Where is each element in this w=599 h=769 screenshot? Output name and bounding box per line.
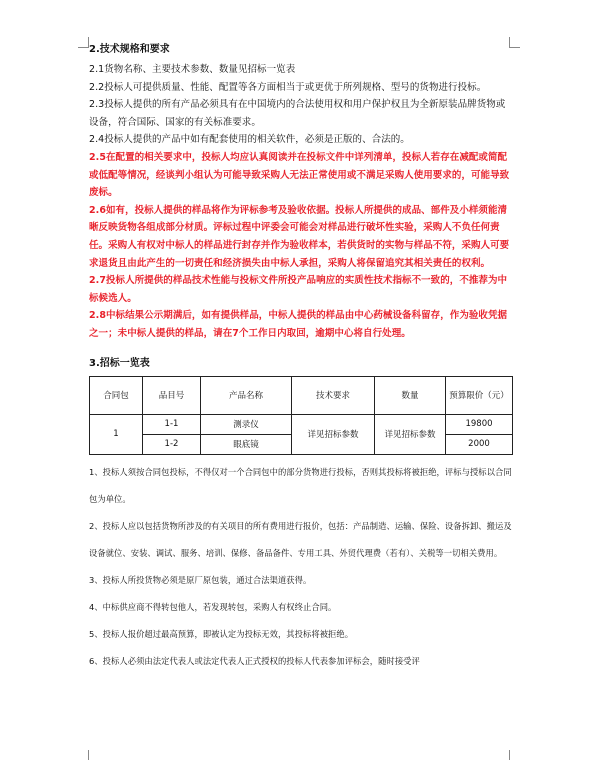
cell-item-no: 1-2 (143, 434, 201, 454)
note-5: 5、投标人报价超过最高预算，即被认定为投标无效，其投标将被拒绝。 (89, 628, 354, 639)
note-4: 4、中标供应商不得转包他人，若发现转包，采购人有权终止合同。 (89, 601, 337, 612)
table-row (90, 414, 513, 434)
clause-2-7: 2.7投标人所提供的样品技术性能与投标文件所投产品响应的实质性技术指标不一致的，不推荐为中标候选人。 (89, 275, 508, 304)
clause-2-6: 2.6如有，投标人提供的样品将作为评标参考及验收依据。投标人所提供的成品、部件及小样须能清晰反映货物各组成部分材质。评标过程中评委会可能会对样品进行破坏性实验，采购人不负任何责任。采购人有权对中标人的样品进行封存并作为验收样本，若供货时的实物与样品不符，采购人可要求退货且由此产生的一切责任和经济损失由中标人承担，采购人将保留追究其相关责任的权利。 (89, 204, 510, 269)
header-product-name: 产品名称 (201, 376, 292, 414)
bid-summary-table (89, 376, 513, 455)
cell-tech-req: 详见招标参数 (292, 414, 375, 454)
note-6: 6、投标人必须由法定代表人或法定代表人正式授权的投标人代表参加评标会，随时接受评 (89, 655, 420, 666)
header-item-no: 品目号 (143, 376, 201, 414)
section-3-title: 3.招标一览表 (89, 357, 150, 369)
table-header-row (90, 376, 513, 414)
clause-2-1: 2.1货物名称、主要技术参数、数量见招标一览表 (89, 64, 296, 75)
header-quantity: 数量 (375, 376, 446, 414)
crop-mark-bottom-left (78, 750, 89, 760)
bid-notes (89, 459, 513, 675)
header-package: 合同包 (90, 376, 143, 414)
cell-package: 1 (90, 414, 143, 454)
clause-2-2: 2.2投标人可提供质量、性能、配置等各方面相当于或更优于所列规格、型号的货物进行投标。 (89, 81, 487, 93)
note-2: 2、投标人应以包括货物所涉及的有关项目的所有费用进行报价，包括：产品制造、运输、保险、设备拆卸、搬运及设备就位、安装、调试、服务、培训、保修、备品备件、专用工具、外贸代理费（若有）、关税等一切相关费用。 (89, 520, 512, 558)
clause-2-3: 2.3投标人提供的所有产品必须具有在中国境内的合法使用权和用户保护权且为全新原装品牌货物或设备，符合国际、国家的有关标准要求。 (89, 99, 506, 128)
cell-product-name: 测录仪 (201, 414, 292, 434)
section-2-title: 2.技术规格和要求 (89, 44, 170, 55)
clause-2-5: 2.5在配置的相关要求中，投标人均应认真阅读并在投标文件中详列清单，投标人若存在减配或简配或低配等情况，经谈判小组认为可能导致采购人无法正常使用或不满足采购人使用要求的，可能导致废标。 (89, 151, 510, 199)
document-body (89, 43, 513, 675)
note-3: 3、投标人所投货物必须是原厂原包装，通过合法渠道获得。 (89, 574, 312, 585)
cell-quantity: 详见招标参数 (375, 414, 446, 454)
header-tech-req: 技术要求 (292, 376, 375, 414)
section-2-lines (89, 61, 513, 343)
cell-budget: 2000 (446, 434, 513, 454)
header-budget: 预算限价（元） (446, 376, 513, 414)
cell-budget: 19800 (446, 414, 513, 434)
cell-product-name: 眼底镜 (201, 434, 292, 454)
clause-2-8: 2.8中标结果公示期满后，如有提供样品，中标人提供的样品由中心药械设备科留存，作为验收凭据之一；未中标人提供的样品，请在7个工作日内取回，逾期中心将自行处理。 (89, 310, 508, 339)
crop-mark-top-left (78, 37, 89, 48)
note-1: 1、投标人须按合同包投标，不得仅对一个合同包中的部分货物进行投标，否则其投标将被拒绝，评标与授标以合同包为单位。 (89, 466, 512, 504)
clause-2-4: 2.4投标人提供的产品中如有配套使用的相关软件，必须是正版的、合法的。 (89, 134, 410, 146)
crop-mark-bottom-right (509, 750, 520, 760)
cell-item-no: 1-1 (143, 414, 201, 434)
